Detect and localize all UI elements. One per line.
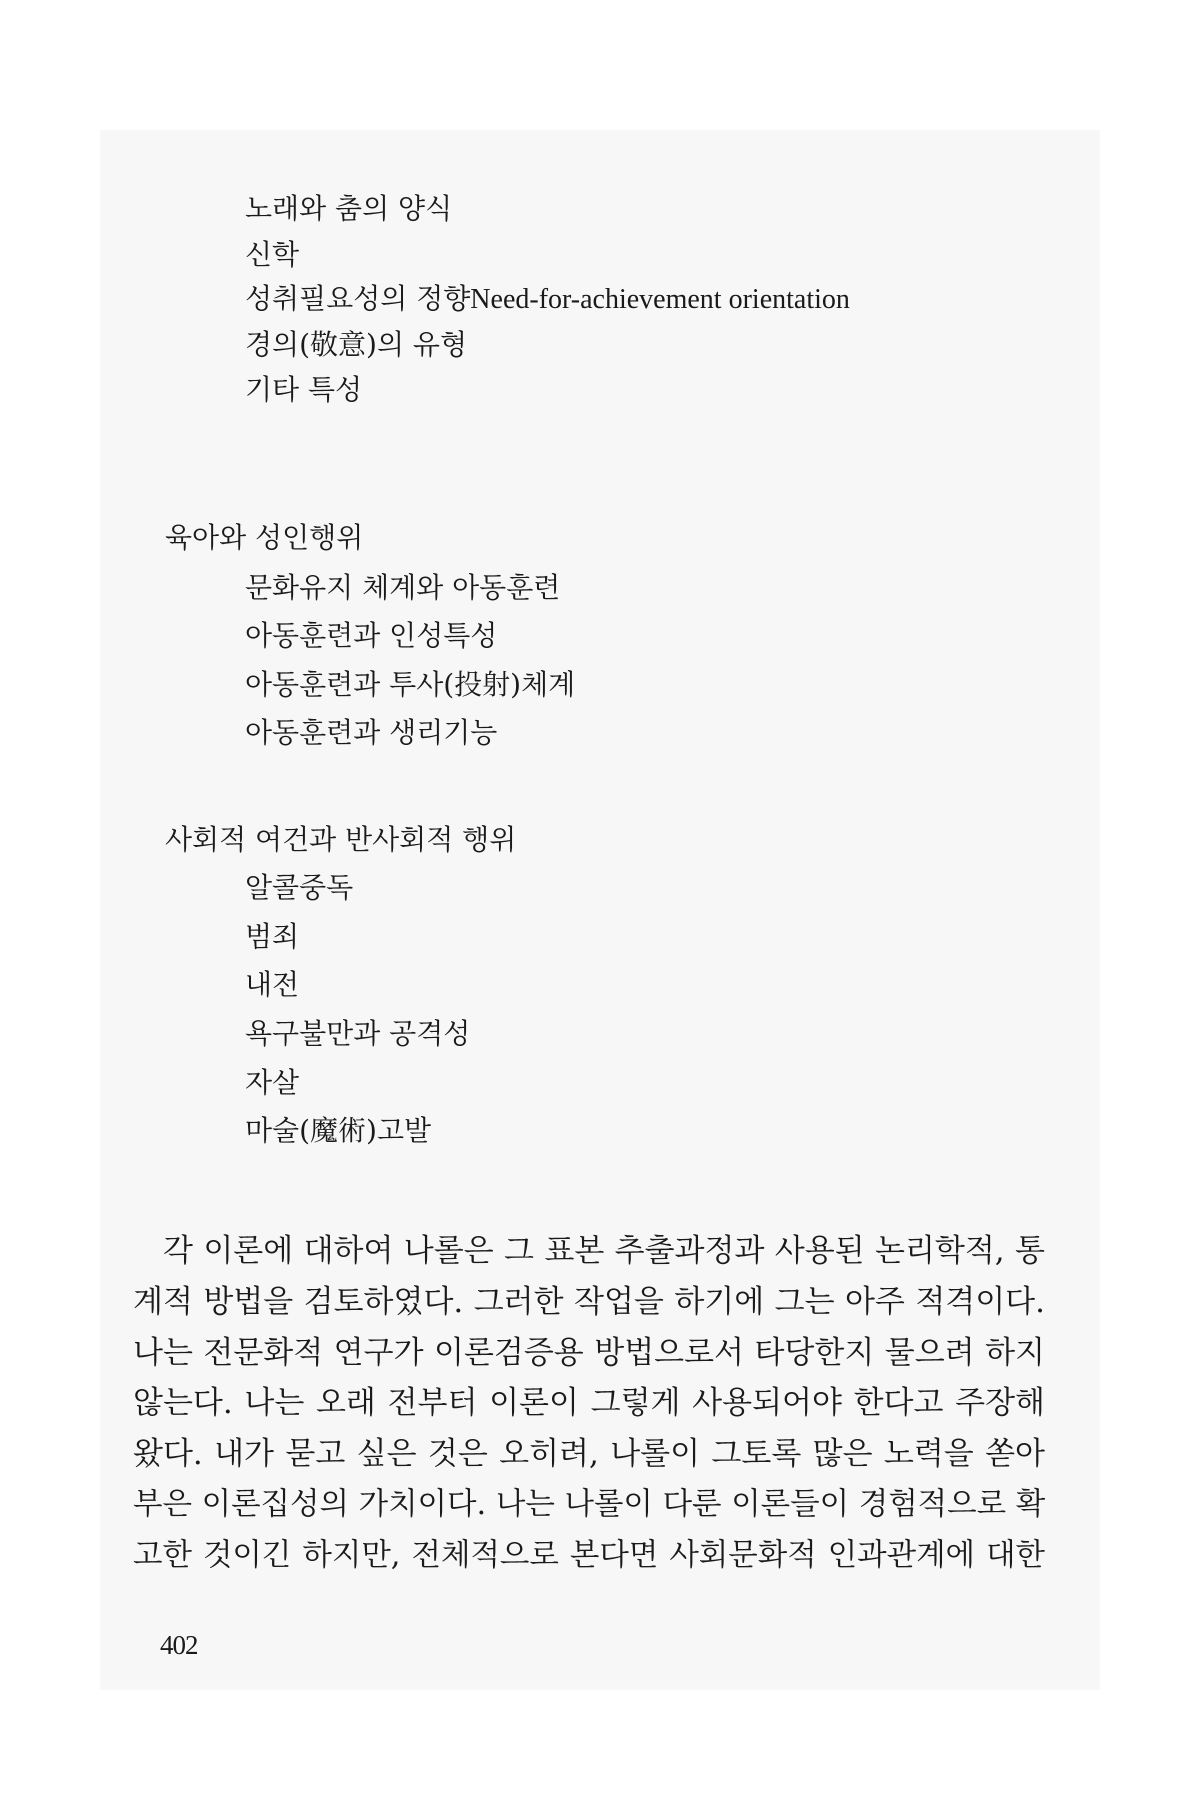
paragraph-line: 각 이론에 대하여 나롤은 그 표본 추출과정과 사용된 논리학적, 통	[163, 1233, 1045, 1269]
outline-item: 마술(魔術)고발	[245, 1114, 432, 1147]
outline-item-with-english	[245, 281, 850, 318]
paragraph-line: 왔다. 내가 묻고 싶은 것은 오히려, 나롤이 그토록 많은 노력을 쏟아	[133, 1436, 1045, 1473]
outline-item: 아동훈련과 인성특성	[245, 619, 498, 652]
section-heading: 육아와 성인행위	[165, 521, 364, 554]
outline-item: 아동훈련과 생리기능	[245, 716, 498, 749]
paragraph-line: 고한 것이긴 하지만, 전체적으로 본다면 사회문화적 인과관계에 대한	[133, 1537, 1045, 1573]
outline-item: 범죄	[245, 920, 300, 953]
paragraph-line: 부은 이론집성의 가치이다. 나는 나롤이 다룬 이론들이 경험적으로 확	[133, 1486, 1046, 1522]
paragraph-line: 계적 방법을 검토하였다. 그러한 작업을 하기에 그는 아주 적격이다.	[133, 1283, 1045, 1320]
paragraph-line: 나는 전문화적 연구가 이론검증용 방법으로서 타당한지 물으려 하지	[133, 1334, 1045, 1371]
outline-item: 문화유지 체계와 아동훈련	[245, 571, 561, 604]
outline-item: 욕구불만과 공격성	[245, 1017, 471, 1050]
paragraph-line: 않는다. 나는 오래 전부터 이론이 그렇게 사용되어야 한다고 주장해	[133, 1385, 1045, 1422]
outline-item: 노래와 춤의 양식	[245, 192, 453, 225]
outline-item: 내전	[245, 968, 300, 1001]
outline-item: 신학	[245, 238, 300, 271]
section-heading: 사회적 여건과 반사회적 행위	[165, 823, 517, 856]
outline-item: 알콜중독	[245, 871, 354, 904]
outline-item-korean: 성취필요성의 정향	[245, 282, 471, 315]
outline-item: 경의(敬意)의 유형	[245, 328, 467, 361]
outline-item: 아동훈련과 투사(投射)체계	[245, 668, 576, 701]
outline-item-english: Need-for-achievement orientation	[470, 284, 850, 315]
outline-item: 자살	[245, 1066, 300, 1099]
outline-item: 기타 특성	[245, 373, 363, 406]
body-paragraph	[133, 1226, 1045, 1582]
page-number: 402	[160, 1630, 198, 1660]
